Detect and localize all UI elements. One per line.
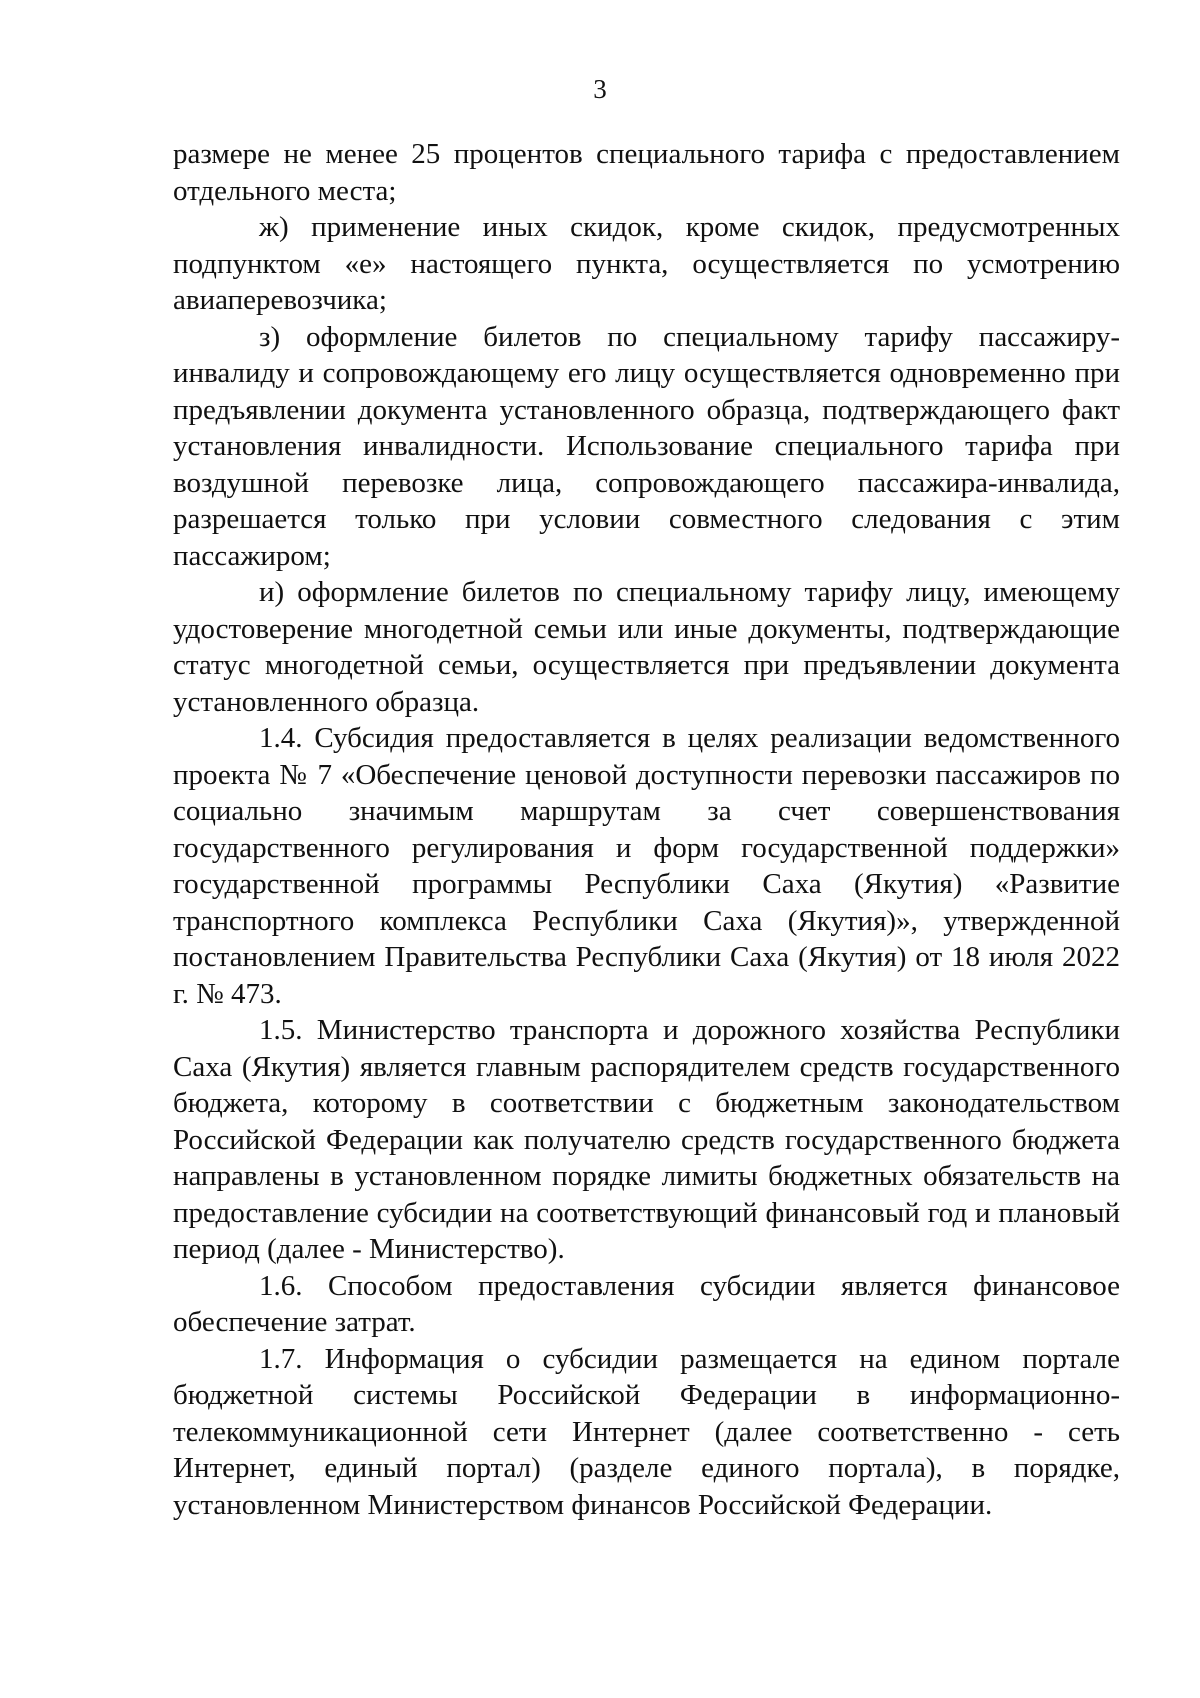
page-number: 3 [593,74,607,104]
document-body [173,136,1120,1523]
paragraph-item-i: и) оформление билетов по специальному тарифу лицу, имеющему удостоверение многодетной семьи или иные документы, подтверждающие статус многодетной семьи, осуществляется при предъявлении документа установленного образца. [173,576,1120,718]
paragraph-1-5: 1.5. Министерство транспорта и дорожного хозяйства Республики Саха (Якутия) является главным распорядителем средств государственного бюджета, которому в соответствии с бюджетным законодательством Российской Федерации как получателю средств государственного бюджета направлены в установленном порядке лимиты бюджетных обязательств на предоставление субсидии на соответствующий финансовый год и плановый период (далее - Министерство). [173,1014,1120,1265]
paragraph-continuation-tariff: размере не менее 25 процентов специального тарифа с предоставлением отдельного места; [173,138,1120,207]
paragraph-item-z: з) оформление билетов по специальному тарифу пассажиру-инвалиду и сопровождающему его лицу осуществляется одновременно при предъявлении документа установленного образца, подтверждающего факт установления инвалидности. Использование специального тарифа при воздушной перевозке лица, сопровождающего пассажира-инвалида, разрешается только при условии совместного следования с этим пассажиром; [173,320,1120,572]
paragraph-1-4: 1.4. Субсидия предоставляется в целях реализации ведомственного проекта № 7 «Обеспечение ценовой доступности перевозки пассажиров по социально значимым маршрутам за счет совершенствования государственного регулирования и форм государственной поддержки» государственной программы Республики Саха (Якутия) «Развитие транспортного комплекса Республики Саха (Якутия)», утвержденной постановлением Правительства Республики Саха (Якутия) от 18 июля 2022 г. № 473. [173,722,1120,1010]
paragraph-item-zh: ж) применение иных скидок, кроме скидок, предусмотренных подпунктом «е» настоящего пункта, осуществляется по усмотрению авиаперевозчика; [173,211,1120,316]
paragraph-1-7: 1.7. Информация о субсидии размещается на едином портале бюджетной системы Российской Федерации в информационно-телекоммуникационной сети Интернет (далее соответственно - сеть Интернет, единый портал) (разделе единого портала), в порядке, установленном Министерством финансов Российской Федерации. [173,1342,1120,1521]
paragraph-1-6: 1.6. Способом предоставления субсидии является финансовое обеспечение затрат. [173,1269,1120,1338]
